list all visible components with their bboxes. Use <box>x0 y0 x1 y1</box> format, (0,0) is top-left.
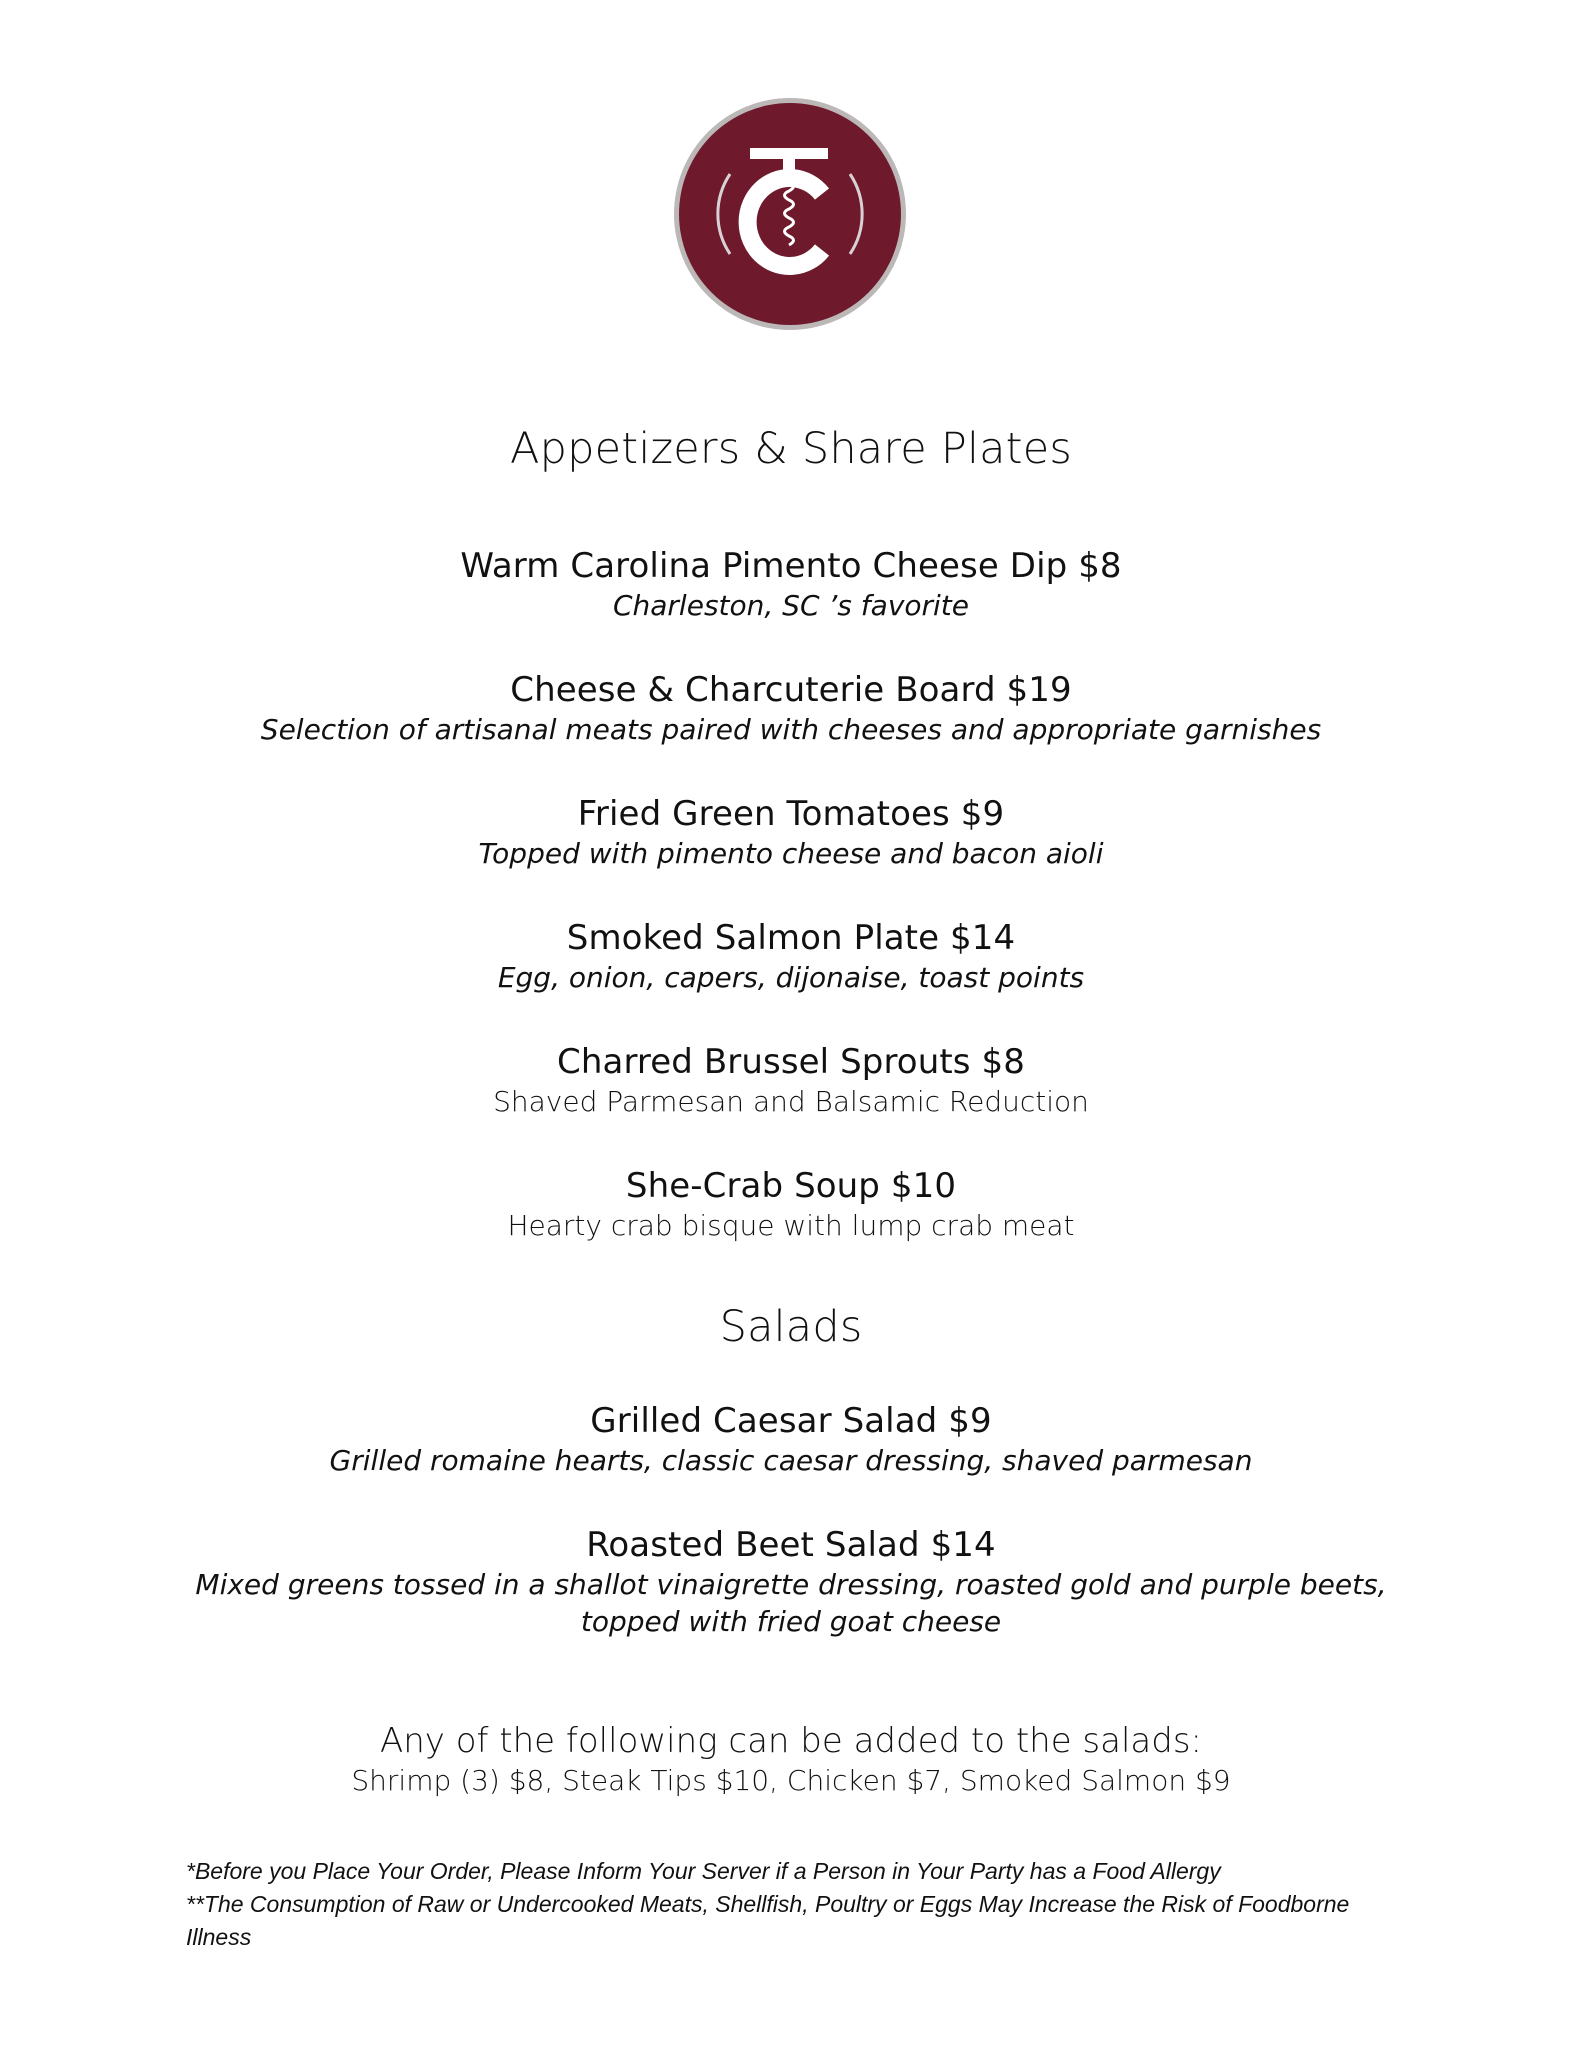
menu-item <box>0 545 1582 624</box>
menu-item-description: Hearty crab bisque with lump crab meat <box>507 1209 1075 1242</box>
corkscrew-logo-icon <box>672 96 908 332</box>
salad-addons <box>0 1720 1582 1799</box>
menu-item-description: Grilled romaine hearts, classic caesar dressing, shaved parmesan <box>329 1444 1253 1477</box>
menu-item <box>0 1165 1582 1244</box>
menu-item-description: Topped with pimento cheese and bacon aioli <box>478 837 1104 870</box>
menu-item <box>0 1041 1582 1120</box>
menu-item <box>0 917 1582 996</box>
menu-item <box>0 793 1582 872</box>
menu-item-name: Roasted Beet Salad $14 <box>586 1525 996 1565</box>
footnotes <box>186 1855 1406 1954</box>
raw-food-warning: **The Consumption of Raw or Undercooked Meats, Shellfish, Poultry or Eggs May Increase the Risk of Foodborne <box>186 1891 1350 1917</box>
menu-item-description: Egg, onion, capers, dijonaise, toast points <box>497 961 1085 994</box>
addons-title: Any of the following can be added to the salads: <box>379 1721 1203 1761</box>
menu-item-name: Cheese & Charcuterie Board $19 <box>510 670 1072 710</box>
raw-food-warning-continued: Illness <box>186 1924 252 1950</box>
menu-item-description: Charleston, SC ’s favorite <box>612 589 970 622</box>
menu-item-name: Charred Brussel Sprouts $8 <box>557 1042 1025 1082</box>
menu-item-name: She-Crab Soup $10 <box>625 1166 957 1206</box>
brand-logo <box>672 96 908 332</box>
addons-options: Shrimp (3) $8, Steak Tips $10, Chicken $7, Smoked Salmon $9 <box>351 1764 1231 1797</box>
menu-item-description: topped with fried goat cheese <box>580 1605 1002 1638</box>
menu-item <box>0 1400 1582 1479</box>
menu-item-description: Mixed greens tossed in a shallot vinaigrette dressing, roasted gold and purple beets, <box>195 1568 1387 1601</box>
menu-item-description: Selection of artisanal meats paired with cheeses and appropriate garnishes <box>260 713 1322 746</box>
menu-item-name: Fried Green Tomatoes $9 <box>577 794 1005 834</box>
section-title-appetizers: Appetizers & Share Plates <box>510 424 1072 474</box>
menu-item-name: Grilled Caesar Salad $9 <box>590 1401 992 1441</box>
menu-item <box>0 1524 1582 1640</box>
menu-item <box>0 669 1582 748</box>
menu-item-name: Smoked Salmon Plate $14 <box>566 918 1016 958</box>
menu-item-name: Warm Carolina Pimento Cheese Dip $8 <box>460 546 1122 586</box>
section-title-salads: Salads <box>719 1302 863 1352</box>
allergy-note: *Before you Place Your Order, Please Inform Your Server if a Person in Your Party has a Food Allergy <box>186 1858 1221 1884</box>
menu-item-description: Shaved Parmesan and Balsamic Reduction <box>493 1085 1089 1118</box>
